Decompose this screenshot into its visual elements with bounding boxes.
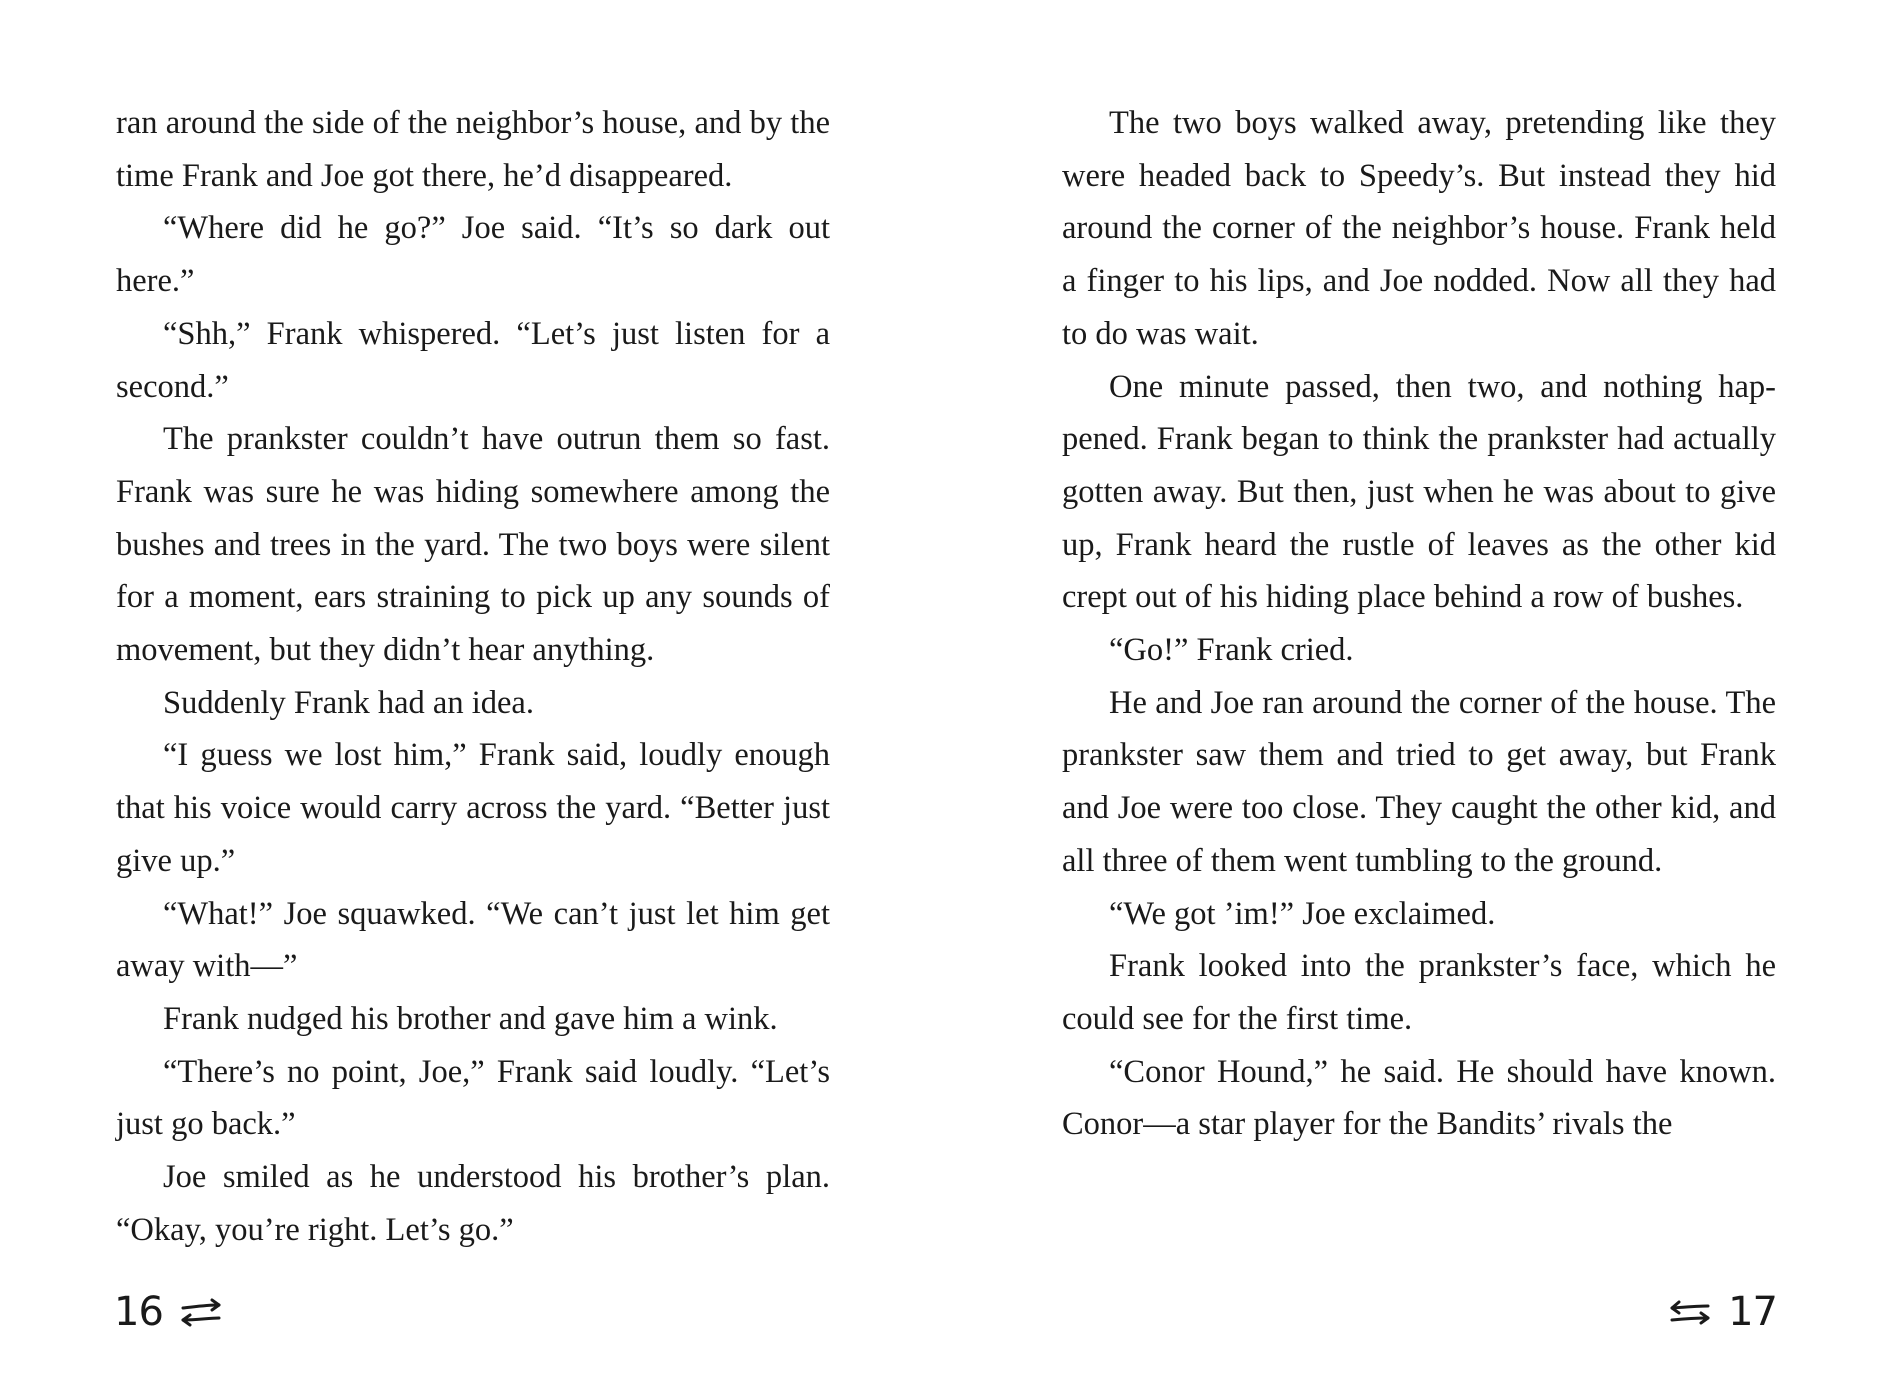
paragraph: “Where did he go?” Joe said. “It’s so dark out here.” bbox=[116, 210, 830, 300]
paragraph: Suddenly Frank had an idea. bbox=[163, 684, 534, 721]
paragraph: He and Joe ran around the corner of the house. The prankster saw them and tried to get away, but Frank and Joe were too close. They caught the other kid, and all three of them went tumbling to the ground. bbox=[1062, 684, 1776, 879]
paragraph: “I guess we lost him,” Frank said, loudly enough that his voice would carry across the yard. “Better just give up.” bbox=[116, 737, 830, 879]
paragraph: ran around the side of the neighbor’s house, and by the time Frank and Joe got there, he’d disappeared. bbox=[116, 105, 830, 194]
page-number: 17 bbox=[1728, 1289, 1777, 1335]
paragraph: One minute passed, then two, and nothing happened. Frank began to think the prankster had actually gotten away. But then, just when he was about to give up, Frank heard the rustle of leaves as the other kid crept out of his hiding place behind a row of bushes. bbox=[1062, 368, 1776, 616]
paragraph: “What!” Joe squawked. “We can’t just let him get away with—” bbox=[116, 895, 830, 985]
paragraph: The prankster couldn’t have outrun them so fast. Frank was sure he was hiding somewhere among the bushes and trees in the yard. The two boys were silent for a moment, ears straining to pick up any sounds of movement, but they didn’t hear anything. bbox=[116, 421, 830, 669]
double-arrow-icon bbox=[1668, 1297, 1712, 1327]
double-arrow-icon bbox=[179, 1297, 223, 1327]
paragraph: Frank looked into the prankster’s face, which he could see for the first time. bbox=[1062, 948, 1776, 1037]
paragraph: “We got ’im!” Joe exclaimed. bbox=[1109, 895, 1496, 932]
left-page bbox=[116, 97, 830, 1256]
left-page-folio bbox=[114, 1288, 223, 1336]
paragraph: Frank nudged his brother and gave him a wink. bbox=[163, 1000, 778, 1037]
paragraph: “Conor Hound,” he said. He should have known. Conor—a star player for the Bandits’ rivals the bbox=[1062, 1053, 1776, 1143]
right-page bbox=[1062, 97, 1776, 1151]
page-number: 16 bbox=[114, 1289, 163, 1335]
right-page-folio bbox=[1668, 1288, 1777, 1336]
paragraph: “Go!” Frank cried. bbox=[1109, 632, 1354, 669]
paragraph: “There’s no point, Joe,” Frank said loudly. “Let’s just go back.” bbox=[116, 1053, 830, 1143]
paragraph: “Shh,” Frank whispered. “Let’s just listen for a second.” bbox=[116, 315, 830, 405]
paragraph: The two boys walked away, pretending like they were headed back to Speedy’s. But instead they hid around the corner of the neighbor’s house. Frank held a finger to his lips, and Joe nodded. Now all they had to do was wait. bbox=[1062, 105, 1776, 352]
paragraph: Joe smiled as he understood his brother’s plan. “Okay, you’re right. Let’s go.” bbox=[116, 1159, 830, 1248]
